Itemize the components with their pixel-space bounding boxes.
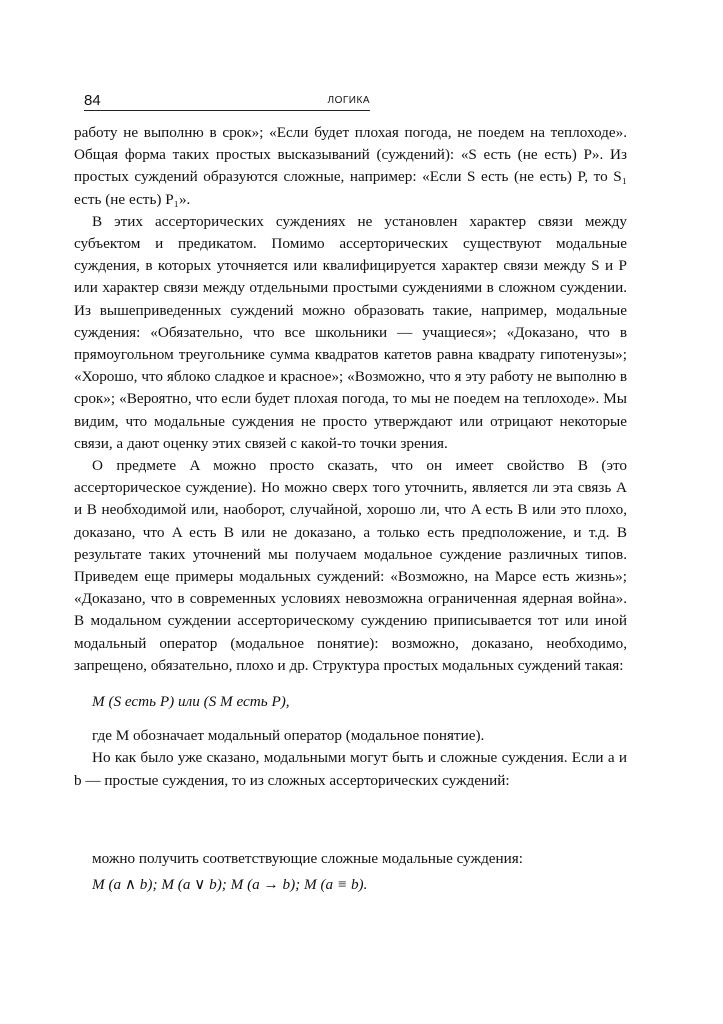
modal-formula-simple: M (S есть P) или (S M есть P), <box>92 693 290 711</box>
body-text <box>74 122 627 896</box>
page-header <box>84 92 370 111</box>
paragraph-4: где M обозначает модальный оператор (модальное понятие). <box>92 727 485 745</box>
page-number: 84 <box>84 92 101 109</box>
paragraph-2: В этих ассерторических суждениях не установлен характер связи между субъектом и предикатом. Помимо ассерторических существуют модальные суждения, в которых уточняется или квалифицируется характер связи между S и P или характер связи между отдельными простыми суждениями в сложном суждении. Из вышеприведенных суждений можно образовать такие, например, модальные суждения: «Обязательно, что все школьники — учащиеся»; «Доказано, что в прямоугольном треугольнике сумма квадратов катетов равна квадрату гипотенузы»; «Хорошо, что яблоко сладкое и красное»; «Возможно, что я эту работу не выполню в срок»; «Вероятно, что если будет плохая погода, то мы не поедем на теплоходе». Мы видим, что модальные суждения не просто утверждают или отрицают некоторые связи, а дают оценку этих связей с какой-то точки зрения. <box>74 212 627 452</box>
paragraph-3: О предмете A можно просто сказать, что он имеет свойство B (это ассерторическое суждение). Но можно сверх того уточнить, является ли эта связь A и B необходимой или, наоборот, случайной, хорошо ли, что A есть B или это плохо, доказано, что A есть B или не доказано, а только есть предположение, и т.д. В результате таких уточнений мы получаем модальное суждение различных типов. Приведем еще примеры модальных суждений: «Возможно, на Марсе есть жизнь»; «Доказано, что в современных условиях невозможна ограниченная ядерная война». В модальном суждении ассерторическому суждению приписывается тот или иной модальный оператор (модальное понятие): возможно, доказано, необходимо, запрещено, обязательно, плохо и др. Структура простых модальных суждений такая: <box>74 457 627 674</box>
running-title: ЛОГИКА <box>327 95 370 106</box>
paragraph-6: можно получить соответствующие сложные модальные суждения: <box>92 849 523 867</box>
paragraph-5: Но как было уже сказано, модальными могут быть и сложные суждения. Если a и b — простые суждения, то из сложных ассерторических суждений: <box>74 749 627 789</box>
paragraph-1: работу не выполню в срок»; «Если будет плохая погода, не поедем на теплоходе». Общая форма таких простых высказываний (суждений): «S есть (не есть) P». Из простых суждений образуются сложные, например: «Если S есть (не есть) P, то S₁ есть (не есть) P₁». <box>74 124 627 208</box>
modal-formula-complex: M (a ∧ b); M (a ∨ b); M (a → b); M (a ≡ b). <box>92 876 368 894</box>
formula-gap <box>74 792 627 848</box>
